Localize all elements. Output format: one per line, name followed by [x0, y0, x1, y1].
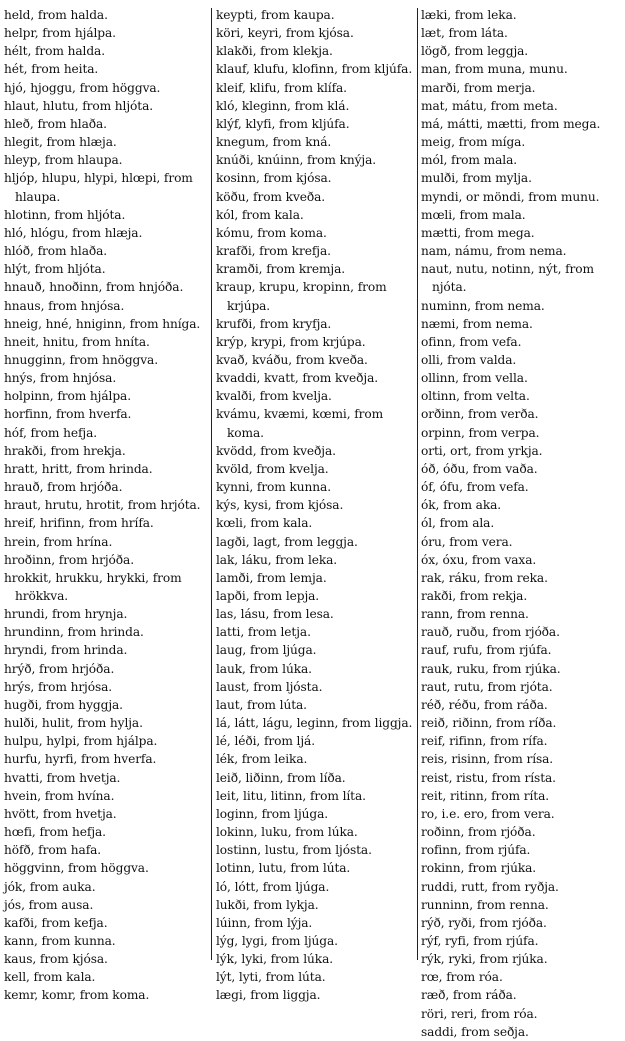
dictionary-entry: krafði, from krefja.: [216, 244, 331, 259]
dictionary-entry: rœ, from róa.: [421, 970, 503, 985]
dictionary-entry: lýt, lyti, from lúta.: [216, 970, 326, 985]
dictionary-entry: kýs, kysi, from kjósa.: [216, 498, 344, 513]
dictionary-entry: las, lásu, from lesa.: [216, 607, 334, 622]
dictionary-entry: knúði, knúinn, from knýja.: [216, 153, 377, 168]
dictionary-entry: höggvinn, from höggva.: [4, 861, 149, 876]
dictionary-entry: kafði, from kefja.: [4, 915, 108, 930]
dictionary-entry: hulpu, hylpi, from hjálpa.: [4, 734, 158, 749]
dictionary-entry: reið, riðinn, from ríða.: [421, 716, 557, 731]
dictionary-entry: kómu, from koma.: [216, 225, 327, 240]
dictionary-entry: hrýð, from hrjóða.: [4, 661, 115, 676]
dictionary-entry: hratt, hritt, from hrinda.: [4, 461, 153, 476]
dictionary-entry: næmi, from nema.: [421, 316, 533, 331]
dictionary-entry: kœli, from kala.: [216, 516, 313, 531]
dictionary-entry: óf, ófu, from vefa.: [421, 480, 529, 495]
dictionary-entry: köðu, from kveða.: [216, 189, 326, 204]
dictionary-entry: laut, from lúta.: [216, 697, 307, 712]
column-middle: [216, 6, 414, 1005]
dictionary-entry: hélt, from halda.: [4, 44, 105, 59]
dictionary-entry: kaus, from kjósa.: [4, 952, 108, 967]
dictionary-entry: hvein, from hvína.: [4, 788, 115, 803]
dictionary-entry: hlegit, from hlæja.: [4, 135, 117, 150]
dictionary-entry: ro, i.e. ero, from vera.: [421, 806, 555, 821]
dictionary-entry: lauk, from lúka.: [216, 661, 312, 676]
dictionary-entry: lá, látt, lágu, leginn, from liggja.: [216, 716, 413, 731]
dictionary-entry: rauk, ruku, from rjúka.: [421, 661, 561, 676]
dictionary-entry: laug, from ljúga.: [216, 643, 317, 658]
dictionary-entry: hrakði, from hrekja.: [4, 443, 126, 458]
dictionary-entry: hvatti, from hvetja.: [4, 770, 121, 785]
dictionary-entry: leit, litu, litinn, from líta.: [216, 788, 366, 803]
dictionary-entry: röri, reri, from róa.: [421, 1006, 538, 1021]
dictionary-entry: loginn, from ljúga.: [216, 806, 329, 821]
dictionary-entry: réð, réðu, from ráða.: [421, 697, 548, 712]
dictionary-entry: ofinn, from vefa.: [421, 334, 522, 349]
dictionary-entry: hló, hlógu, from hlæja.: [4, 225, 143, 240]
dictionary-entry: runninn, from renna.: [421, 897, 549, 912]
column-divider: [211, 8, 212, 960]
dictionary-entry: myndi, or möndi, from munu.: [421, 189, 600, 204]
dictionary-entry: ló, lótt, from ljúga.: [216, 879, 330, 894]
dictionary-entry: kvalði, from kvelja.: [216, 389, 332, 404]
dictionary-entry: oltinn, from velta.: [421, 389, 530, 404]
dictionary-entry: hrundinn, from hrinda.: [4, 625, 144, 640]
dictionary-entry: orpinn, from verpa.: [421, 425, 540, 440]
dictionary-entry: köri, keyri, from kjósa.: [216, 26, 354, 41]
dictionary-entry: jós, from ausa.: [4, 897, 94, 912]
dictionary-entry: lögð, from leggja.: [421, 44, 529, 59]
dictionary-entry: ól, from ala.: [421, 516, 495, 531]
dictionary-entry: hnauð, hnoðinn, from hnjóða.: [4, 280, 184, 295]
dictionary-entry: olli, from valda.: [421, 352, 517, 367]
dictionary-entry: lék, from leika.: [216, 752, 308, 767]
dictionary-entry: hrýs, from hrjósa.: [4, 679, 113, 694]
dictionary-entry: kosinn, from kjósa.: [216, 171, 332, 186]
dictionary-entry: lapði, from lepja.: [216, 589, 320, 603]
dictionary-entry: hroðinn, from hrjóða.: [4, 552, 134, 567]
dictionary-entry: hlaut, hlutu, from hljóta.: [4, 98, 154, 113]
dictionary-entry: óx, óxu, from vaxa.: [421, 552, 537, 567]
dictionary-entry: kramði, from kremja.: [216, 262, 346, 277]
dictionary-entry: má, mátti, mætti, from mega.: [421, 116, 601, 131]
dictionary-entry: rýk, ryki, from rjúka.: [421, 952, 548, 967]
dictionary-entry: numinn, from nema.: [421, 298, 545, 313]
dictionary-entry: ollinn, from vella.: [421, 371, 528, 386]
dictionary-entry: krufði, from kryfja.: [216, 316, 332, 331]
dictionary-entry: óru, from vera.: [421, 534, 513, 549]
column-right: [421, 6, 619, 1041]
dictionary-entry: hlóð, from hlaða.: [4, 244, 108, 259]
dictionary-entry: læt, from láta.: [421, 26, 508, 41]
dictionary-entry: hjó, hjoggu, from höggva.: [4, 80, 161, 95]
dictionary-entry: hrein, from hrína.: [4, 534, 113, 549]
dictionary-entry: hleyp, from hlaupa.: [4, 153, 123, 168]
dictionary-entry: kemr, komr, from koma.: [4, 988, 150, 1003]
column-left: [4, 6, 209, 1005]
dictionary-entry: jók, from auka.: [4, 879, 96, 894]
dictionary-entry: kvöld, from kvelja.: [216, 461, 329, 476]
dictionary-entry: kvödd, from kveðja.: [216, 443, 336, 458]
dictionary-entry: ruddi, rutt, from ryðja.: [421, 879, 559, 894]
dictionary-entry: hlotinn, from hljóta.: [4, 207, 126, 222]
dictionary-entry: kraup, krupu, kropinn, from krjúpa.: [216, 280, 387, 313]
dictionary-entry: rauð, ruðu, from rjóða.: [421, 625, 560, 640]
dictionary-entry: orti, ort, from yrkja.: [421, 443, 543, 458]
dictionary-entry: rauf, rufu, from rjúfa.: [421, 643, 552, 658]
dictionary-entry: hugði, from hyggja.: [4, 697, 123, 712]
dictionary-entry: man, from muna, munu.: [421, 62, 568, 77]
dictionary-entry: rokinn, from rjúka.: [421, 861, 537, 876]
dictionary-entry: hrundi, from hrynja.: [4, 607, 128, 622]
dictionary-entry: lak, láku, from leka.: [216, 552, 338, 567]
dictionary-entry: hrokkit, hrukku, hrykki, from hrökkva.: [4, 570, 182, 603]
dictionary-entry: marði, from merja.: [421, 80, 536, 95]
dictionary-entry: lotinn, lutu, from lúta.: [216, 861, 351, 876]
dictionary-entry: lagði, lagt, from leggja.: [216, 534, 358, 549]
dictionary-entry: kleif, klifu, from klífa.: [216, 80, 347, 95]
dictionary-entry: rak, ráku, from reka.: [421, 570, 548, 585]
dictionary-entry: orðinn, from verða.: [421, 407, 539, 422]
dictionary-entry: krýp, krypi, from krjúpa.: [216, 334, 366, 349]
dictionary-entry: mól, from mala.: [421, 153, 518, 168]
dictionary-entry: hljóp, hlupu, hlypi, hlœpi, from hlaupa.: [4, 171, 193, 204]
dictionary-entry: mat, mátu, from meta.: [421, 98, 558, 113]
dictionary-entry: kvað, kváðu, from kveða.: [216, 352, 368, 367]
dictionary-entry: hvött, from hvetja.: [4, 806, 117, 821]
dictionary-entry: kynni, from kunna.: [216, 480, 331, 495]
dictionary-entry: lokinn, luku, from lúka.: [216, 825, 358, 840]
dictionary-entry: lamði, from lemja.: [216, 570, 327, 585]
dictionary-entry: ræð, from ráða.: [421, 988, 517, 1003]
dictionary-entry: hraut, hrutu, hrotit, from hrjóta.: [4, 498, 201, 513]
dictionary-entry: kól, from kala.: [216, 207, 304, 222]
dictionary-entry: kell, from kala.: [4, 970, 96, 985]
dictionary-entry: reif, rifinn, from rífa.: [421, 734, 548, 749]
dictionary-entry: höfð, from hafa.: [4, 843, 102, 858]
dictionary-entry: reis, risinn, from rísa.: [421, 752, 554, 767]
dictionary-entry: hrauð, from hrjóða.: [4, 480, 123, 495]
dictionary-entry: meig, from míga.: [421, 135, 526, 150]
dictionary-entry: hulði, hulit, from hylja.: [4, 716, 143, 731]
dictionary-entry: hlýt, from hljóta.: [4, 262, 106, 277]
dictionary-entry: saddi, from seðja.: [421, 1024, 529, 1039]
dictionary-entry: lýg, lygi, from ljúga.: [216, 933, 338, 948]
dictionary-entry: hœfi, from hefja.: [4, 825, 106, 840]
dictionary-entry: ók, from aka.: [421, 498, 502, 513]
dictionary-entry: reist, ristu, from rísta.: [421, 770, 556, 785]
dictionary-entry: hurfu, hyrfi, from hverfa.: [4, 752, 157, 767]
dictionary-entry: laust, from ljósta.: [216, 679, 323, 694]
dictionary-entry: hnugginn, from hnöggva.: [4, 352, 158, 367]
dictionary-entry: lostinn, lustu, from ljósta.: [216, 843, 372, 858]
dictionary-entry: hnýs, from hnjósa.: [4, 371, 117, 386]
dictionary-entry: held, from halda.: [4, 8, 108, 22]
dictionary-entry: helpr, from hjálpa.: [4, 26, 116, 41]
dictionary-entry: rann, from renna.: [421, 607, 529, 622]
dictionary-entry: rýf, ryfi, from rjúfa.: [421, 933, 539, 948]
dictionary-entry: hneig, hné, hniginn, from hníga.: [4, 316, 201, 331]
dictionary-entry: reit, ritinn, from ríta.: [421, 788, 550, 803]
dictionary-entry: klakði, from klekja.: [216, 44, 333, 59]
dictionary-entry: klauf, klufu, klofinn, from kljúfa.: [216, 62, 413, 77]
dictionary-entry: nam, námu, from nema.: [421, 244, 567, 259]
dictionary-entry: lægi, from liggja.: [216, 988, 321, 1003]
dictionary-entry: horfinn, from hverfa.: [4, 407, 132, 422]
dictionary-entry: keypti, from kaupa.: [216, 8, 335, 22]
dictionary-entry: kann, from kunna.: [4, 933, 116, 948]
dictionary-entry: holpinn, from hjálpa.: [4, 389, 131, 404]
dictionary-entry: mœli, from mala.: [421, 207, 526, 222]
dictionary-entry: kvámu, kvæmi, kœmi, from koma.: [216, 407, 384, 440]
dictionary-entry: klýf, klyfi, from kljúfa.: [216, 116, 350, 131]
dictionary-entry: rakði, from rekja.: [421, 589, 528, 603]
dictionary-entry: lúinn, from lýja.: [216, 915, 313, 930]
dictionary-entry: hét, from heita.: [4, 62, 99, 77]
dictionary-entry: læki, from leka.: [421, 8, 517, 22]
dictionary-entry: mætti, from mega.: [421, 225, 535, 240]
dictionary-entry: mulði, from mylja.: [421, 171, 532, 186]
dictionary-entry: hleð, from hlaða.: [4, 116, 107, 131]
dictionary-entry: knegum, from kná.: [216, 135, 332, 150]
dictionary-entry: lukði, from lykja.: [216, 897, 319, 912]
column-divider: [417, 8, 418, 960]
dictionary-entry: hnaus, from hnjósa.: [4, 298, 125, 313]
dictionary-entry: naut, nutu, notinn, nýt, from njóta.: [421, 262, 594, 295]
dictionary-entry: kvaddi, kvatt, from kveðja.: [216, 371, 379, 386]
dictionary-entry: lé, léði, from ljá.: [216, 734, 315, 749]
dictionary-entry: rofinn, from rjúfa.: [421, 843, 531, 858]
dictionary-entry: leið, liðinn, from líða.: [216, 770, 346, 785]
dictionary-entry: roðinn, from rjóða.: [421, 825, 536, 840]
dictionary-entry: hneit, hnitu, from hníta.: [4, 334, 150, 349]
dictionary-entry: raut, rutu, from rjóta.: [421, 679, 553, 694]
dictionary-entry: kló, kleginn, from klá.: [216, 98, 350, 113]
dictionary-entry: latti, from letja.: [216, 625, 311, 640]
dictionary-entry: óð, óðu, from vaða.: [421, 461, 538, 476]
dictionary-entry: hóf, from hefja.: [4, 425, 98, 440]
dictionary-entry: hryndi, from hrinda.: [4, 643, 128, 658]
dictionary-entry: hreif, hrifinn, from hrífa.: [4, 516, 154, 531]
dictionary-entry: lýk, lyki, from lúka.: [216, 952, 334, 967]
dictionary-entry: rýð, ryði, from rjóða.: [421, 915, 547, 930]
